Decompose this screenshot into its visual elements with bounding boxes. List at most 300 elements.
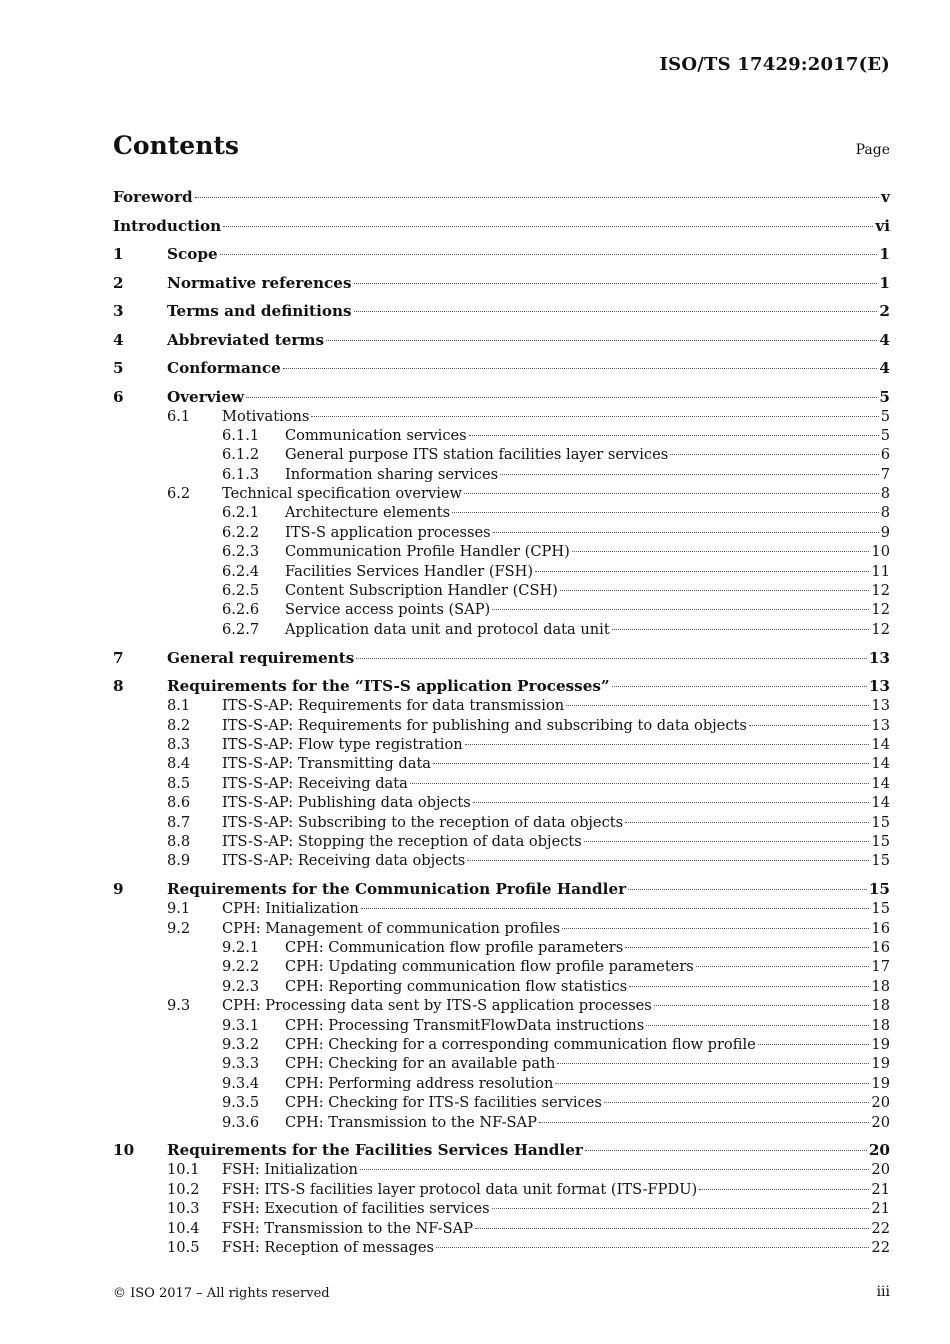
- toc-entry-number: 6.2: [167, 485, 191, 503]
- dot-leader: [612, 629, 870, 630]
- dot-leader: [535, 571, 869, 572]
- toc-entry-page[interactable]: v: [881, 188, 890, 206]
- toc-entry-number: 6.1: [167, 407, 191, 425]
- toc-entry-line: [167, 879, 890, 899]
- toc-entry-line: [222, 1180, 890, 1199]
- toc-entry-number: 9.2.1: [222, 938, 260, 956]
- toc-entry-line: [285, 523, 890, 542]
- toc-entry-number: 2: [113, 273, 124, 292]
- toc-entry-number: 6.2.6: [222, 601, 260, 619]
- toc-entry-number: 8.5: [167, 774, 191, 792]
- dot-leader: [410, 783, 870, 784]
- toc-entry-page[interactable]: 5: [880, 426, 890, 444]
- toc-entry[interactable]: [113, 793, 890, 812]
- dot-leader: [220, 254, 878, 255]
- toc-entry-line: [167, 273, 890, 293]
- toc-entry-title[interactable]: CPH: Performing address resolution: [285, 1074, 554, 1092]
- toc-entry-line: [285, 445, 890, 464]
- toc-entry-title[interactable]: Information sharing services: [285, 465, 499, 483]
- toc-entry-page[interactable]: 4: [879, 359, 890, 377]
- toc-entry-line: [222, 899, 890, 918]
- toc-entry-number: 6.1.1: [222, 426, 260, 444]
- toc-entry-title[interactable]: CPH: Transmission to the NF-SAP: [285, 1113, 537, 1131]
- toc-entry[interactable]: [113, 832, 890, 851]
- toc-entry[interactable]: [113, 620, 890, 639]
- toc-entry[interactable]: [113, 358, 890, 378]
- toc-entry[interactable]: [113, 1180, 890, 1199]
- toc-entry-title[interactable]: Service access points (SAP): [285, 601, 491, 619]
- toc-entry-title[interactable]: FSH: Initialization: [222, 1161, 358, 1179]
- toc-entry-line: [222, 919, 890, 938]
- toc-entry-line: [167, 330, 890, 350]
- toc-entry-line: [113, 187, 890, 207]
- toc-entry-title[interactable]: Normative references: [167, 273, 352, 292]
- toc-entry-number: 10.3: [167, 1200, 200, 1218]
- toc-entry-page[interactable]: 7: [880, 465, 890, 483]
- dot-leader: [469, 435, 879, 436]
- toc-entry-page[interactable]: 12: [871, 620, 890, 638]
- toc-entry-title[interactable]: CPH: Updating communication flow profile parameters: [285, 958, 694, 976]
- dot-leader: [646, 1025, 869, 1026]
- toc-entry-line: [285, 938, 890, 957]
- toc-entry[interactable]: [113, 977, 890, 996]
- toc-entry-page[interactable]: 20: [871, 1113, 890, 1131]
- toc-entry-title[interactable]: General purpose ITS station facilities layer services: [285, 446, 669, 464]
- toc-entry-line: [222, 1199, 890, 1218]
- footer-copyright: © ISO 2017 – All rights reserved: [113, 1286, 330, 1301]
- toc-entry-page[interactable]: 13: [871, 716, 890, 734]
- toc-entry-number: 9: [113, 880, 124, 899]
- toc-entry-line: [167, 387, 890, 407]
- dot-leader: [560, 590, 870, 591]
- toc-entry-number: 8.7: [167, 813, 191, 831]
- toc-entry-number: 8.3: [167, 735, 191, 753]
- toc-entry[interactable]: [113, 562, 890, 581]
- toc-entry-page[interactable]: 19: [871, 1074, 890, 1092]
- toc-entry-line: [222, 851, 890, 870]
- dot-leader: [473, 802, 870, 803]
- toc-entry-number: 9.3.1: [222, 1016, 260, 1034]
- dot-leader: [464, 493, 879, 494]
- toc-entry[interactable]: [113, 407, 890, 426]
- dot-leader: [539, 1122, 870, 1123]
- toc-entry-number: 9.3: [167, 997, 191, 1015]
- toc-entry[interactable]: [113, 899, 890, 918]
- toc-entry-page[interactable]: 14: [871, 755, 890, 773]
- toc-entry[interactable]: [113, 1016, 890, 1035]
- toc-entry-number: 9.1: [167, 900, 191, 918]
- toc-entry-page[interactable]: 4: [879, 330, 890, 349]
- dot-leader: [584, 841, 870, 842]
- toc-entry[interactable]: [113, 1113, 890, 1132]
- dot-leader: [436, 1247, 869, 1248]
- toc-entry-title[interactable]: Content Subscription Handler (CSH): [285, 582, 558, 600]
- dot-leader: [354, 283, 878, 284]
- toc-entry-line: [222, 774, 890, 793]
- toc-entry-title[interactable]: Architecture elements: [285, 504, 451, 522]
- toc-entry-page[interactable]: 19: [871, 1035, 890, 1053]
- toc-entry-title[interactable]: FSH: Reception of messages: [222, 1238, 434, 1256]
- toc-entry-page[interactable]: 15: [871, 832, 890, 850]
- dot-leader: [696, 966, 870, 967]
- toc-entry-page[interactable]: 2: [879, 302, 890, 320]
- dot-leader: [360, 1169, 870, 1170]
- toc-entry-page[interactable]: 8: [880, 485, 890, 503]
- toc-entry-page[interactable]: 22: [871, 1219, 890, 1237]
- toc-entry-page[interactable]: 20: [871, 1161, 890, 1179]
- toc-entry[interactable]: [113, 996, 890, 1015]
- toc-entry-line: [167, 244, 890, 264]
- toc-entry[interactable]: [113, 919, 890, 938]
- toc-entry-page[interactable]: 16: [871, 938, 890, 956]
- dot-leader: [572, 551, 870, 552]
- toc-entry-page[interactable]: 13: [868, 648, 890, 667]
- toc-entry-title[interactable]: Terms and definitions: [167, 302, 352, 320]
- toc-entry[interactable]: [113, 1199, 890, 1218]
- toc-entry-title[interactable]: CPH: Checking for a corresponding communication flow profile: [285, 1035, 756, 1053]
- toc-entry-number: 6.2.5: [222, 582, 260, 600]
- toc-entry-page[interactable]: 21: [871, 1200, 890, 1218]
- toc-entry-title[interactable]: CPH: Initialization: [222, 900, 359, 918]
- toc-entry-title[interactable]: General requirements: [167, 648, 355, 667]
- toc-entry-title[interactable]: Introduction: [113, 216, 222, 235]
- toc-entry-number: 9.2.2: [222, 958, 260, 976]
- toc-entry-page[interactable]: 14: [871, 774, 890, 792]
- toc-entry-number: 10.2: [167, 1180, 200, 1198]
- toc-entry-title[interactable]: CPH: Processing TransmitFlowData instructions: [285, 1016, 645, 1034]
- toc-entry-number: 10.1: [167, 1161, 200, 1179]
- toc-entry-page[interactable]: 17: [871, 958, 890, 976]
- toc-entry-title[interactable]: Scope: [167, 245, 218, 263]
- toc-entry-line: [285, 503, 890, 522]
- toc-entry-title[interactable]: Requirements for the Communication Profile Handler: [167, 880, 627, 899]
- toc-entry-title[interactable]: ITS-S-AP: Receiving data: [222, 774, 408, 792]
- toc-entry-number: 8.2: [167, 716, 191, 734]
- toc-entry-page[interactable]: 18: [871, 997, 890, 1015]
- toc-entry-title[interactable]: ITS-S-AP: Flow type registration: [222, 735, 463, 753]
- toc-entry-number: 6.2.1: [222, 504, 260, 522]
- toc-entry-title[interactable]: Communication Profile Handler (CPH): [285, 543, 570, 561]
- toc-entry-page[interactable]: 20: [868, 1141, 890, 1160]
- dot-leader: [566, 705, 869, 706]
- dot-leader: [555, 1083, 869, 1084]
- toc-entry-page[interactable]: 9: [880, 523, 890, 541]
- toc-entry-line: [285, 426, 890, 445]
- toc-entry-number: 8: [113, 677, 124, 696]
- toc-entry-title[interactable]: ITS-S application processes: [285, 523, 491, 541]
- dot-leader: [604, 1102, 870, 1103]
- toc-entry-title[interactable]: FSH: ITS-S facilities layer protocol data unit format (ITS-FPDU): [222, 1180, 698, 1198]
- toc-entry-line: [285, 977, 890, 996]
- toc-entry-line: [167, 676, 890, 696]
- dot-leader: [492, 1208, 870, 1209]
- toc-entry[interactable]: [113, 754, 890, 773]
- dot-leader: [326, 340, 877, 341]
- toc-entry-line: [222, 996, 890, 1015]
- footer-page-number: iii: [876, 1284, 890, 1300]
- toc-entry-page[interactable]: 15: [871, 852, 890, 870]
- toc-entry-number: 3: [113, 302, 124, 320]
- dot-leader: [625, 822, 869, 823]
- toc-entry-title[interactable]: FSH: Execution of facilities services: [222, 1200, 490, 1218]
- dot-leader: [758, 1044, 870, 1045]
- toc-entry-number: 9.3.2: [222, 1035, 260, 1053]
- dot-leader: [749, 725, 870, 726]
- dot-leader: [492, 609, 869, 610]
- toc-entry[interactable]: [113, 676, 890, 696]
- toc-entry-line: [222, 1238, 890, 1257]
- toc-entry-line: [285, 1054, 890, 1073]
- toc-entry-page[interactable]: 8: [880, 504, 890, 522]
- toc-entry[interactable]: [113, 465, 890, 484]
- toc-entry-number: 6.2.7: [222, 620, 260, 638]
- toc-entry-line: [222, 716, 890, 735]
- toc-entry-title[interactable]: CPH: Communication flow profile parameters: [285, 938, 624, 956]
- toc-entry[interactable]: [113, 273, 890, 293]
- dot-leader: [612, 686, 867, 687]
- toc-entry[interactable]: [113, 216, 890, 236]
- toc-entry[interactable]: [113, 879, 890, 899]
- dot-leader: [500, 474, 879, 475]
- toc-entry-line: [285, 562, 890, 581]
- toc-entry-line: [285, 957, 890, 976]
- toc-entry[interactable]: [113, 1219, 890, 1238]
- toc-entry[interactable]: [113, 938, 890, 957]
- toc-entry-line: [285, 600, 890, 619]
- toc-entry-page[interactable]: 18: [871, 1016, 890, 1034]
- dot-leader: [562, 928, 869, 929]
- toc-entry[interactable]: [113, 301, 890, 321]
- page-column-label: Page: [855, 142, 890, 158]
- toc-entry-page[interactable]: 5: [880, 407, 890, 425]
- toc-entry[interactable]: [113, 716, 890, 735]
- toc-entry-number: 8.6: [167, 794, 191, 812]
- toc-entry-page[interactable]: 13: [868, 677, 890, 696]
- toc-entry-title[interactable]: ITS-S-AP: Transmitting data: [222, 755, 432, 773]
- toc-entry-title[interactable]: ITS-S-AP: Publishing data objects: [222, 794, 471, 812]
- toc-entry-line: [222, 1160, 890, 1179]
- toc-entry-page[interactable]: 20: [871, 1094, 890, 1112]
- toc-entry-number: 9.3.5: [222, 1094, 260, 1112]
- toc-entry-line: [222, 813, 890, 832]
- toc-entry-page[interactable]: 21: [871, 1180, 890, 1198]
- toc-entry-page[interactable]: 22: [871, 1238, 890, 1256]
- toc-entry-title[interactable]: Requirements for the Facilities Services Handler: [167, 1141, 583, 1160]
- toc-entry-line: [222, 735, 890, 754]
- toc-entry-line: [167, 648, 890, 668]
- toc-entry-line: [285, 1093, 890, 1112]
- toc-entry[interactable]: [113, 330, 890, 350]
- toc-entry-title[interactable]: ITS-S-AP: Stopping the reception of data objects: [222, 832, 582, 850]
- dot-leader: [467, 860, 869, 861]
- toc-entry-line: [222, 793, 890, 812]
- toc-entry[interactable]: [113, 1054, 890, 1073]
- toc-entry-page[interactable]: 11: [871, 562, 890, 580]
- dot-leader: [629, 986, 869, 987]
- toc-entry-title[interactable]: ITS-S-AP: Receiving data objects: [222, 852, 466, 870]
- toc-entry-number: 8.8: [167, 832, 191, 850]
- toc-entry-line: [285, 1074, 890, 1093]
- toc-entry-number: 10.4: [167, 1219, 200, 1237]
- dot-leader: [585, 1150, 867, 1151]
- toc-entry-page[interactable]: 10: [871, 543, 890, 561]
- toc-entry-page[interactable]: 1: [879, 273, 890, 292]
- dot-leader: [246, 397, 877, 398]
- toc-entry[interactable]: [113, 484, 890, 503]
- toc-entry-number: 8.9: [167, 852, 191, 870]
- toc-entry-title[interactable]: CPH: Checking for ITS-S facilities services: [285, 1094, 602, 1112]
- toc-entry-title[interactable]: ITS-S-AP: Requirements for publishing and subscribing to data objects: [222, 716, 747, 734]
- toc-entry-number: 4: [113, 330, 124, 349]
- toc-entry[interactable]: [113, 503, 890, 522]
- dot-leader: [452, 512, 879, 513]
- toc-entry[interactable]: [113, 851, 890, 870]
- toc-entry[interactable]: [113, 1140, 890, 1160]
- dot-leader: [465, 744, 870, 745]
- toc-entry-line: [167, 301, 890, 321]
- toc-entry-number: 6.2.4: [222, 562, 260, 580]
- toc-entry-line: [285, 542, 890, 561]
- toc-entry-line: [222, 832, 890, 851]
- toc-entry-line: [285, 465, 890, 484]
- toc-entry[interactable]: [113, 648, 890, 668]
- toc-entry-title[interactable]: Abbreviated terms: [167, 330, 325, 349]
- toc-entry-line: [285, 1016, 890, 1035]
- toc-entry-number: 7: [113, 648, 124, 667]
- toc-entry-number: 10: [113, 1141, 135, 1160]
- toc-entry-title[interactable]: Technical specification overview: [222, 485, 463, 503]
- dot-leader: [699, 1189, 869, 1190]
- toc-entry-title[interactable]: CPH: Processing data sent by ITS-S application processes: [222, 997, 652, 1015]
- toc-entry-number: 9.3.4: [222, 1074, 260, 1092]
- toc-entry-number: 1: [113, 245, 124, 263]
- toc-entry-page[interactable]: 14: [871, 735, 890, 753]
- dot-leader: [223, 226, 873, 227]
- toc-entry-title[interactable]: Overview: [167, 387, 245, 406]
- toc-entry-page[interactable]: vi: [875, 216, 890, 235]
- toc-entry-title[interactable]: Requirements for the “ITS-S application Processes”: [167, 677, 610, 696]
- toc-entry-page[interactable]: 14: [871, 794, 890, 812]
- toc-entry-title[interactable]: Application data unit and protocol data unit: [285, 620, 610, 638]
- toc-entry-page[interactable]: 15: [871, 813, 890, 831]
- toc-entry-number: 9.3.6: [222, 1113, 260, 1131]
- dot-leader: [283, 368, 878, 369]
- toc-entry-title[interactable]: Motivations: [222, 407, 310, 425]
- toc-entry[interactable]: [113, 957, 890, 976]
- toc-entry[interactable]: [113, 426, 890, 445]
- toc-entry-page[interactable]: 16: [871, 919, 890, 937]
- dot-leader: [654, 1005, 870, 1006]
- toc-entry[interactable]: [113, 813, 890, 832]
- toc-entry-title[interactable]: CPH: Checking for an available path: [285, 1055, 556, 1073]
- toc-entry-title[interactable]: ITS-S-AP: Subscribing to the reception of data objects: [222, 813, 624, 831]
- toc-entry-page[interactable]: 18: [871, 977, 890, 995]
- toc-entry[interactable]: [113, 1074, 890, 1093]
- dot-leader: [625, 947, 869, 948]
- toc-entry-title[interactable]: ITS-S-AP: Requirements for data transmission: [222, 697, 565, 715]
- toc-entry-title[interactable]: FSH: Transmission to the NF-SAP: [222, 1219, 474, 1237]
- dot-leader: [361, 908, 870, 909]
- toc-entry[interactable]: [113, 1093, 890, 1112]
- toc-entry-line: [222, 1219, 890, 1238]
- toc-entry-number: 6.1.3: [222, 465, 260, 483]
- toc-entry-page[interactable]: 12: [871, 601, 890, 619]
- toc-entry-page[interactable]: 15: [868, 880, 890, 899]
- toc-entry-page[interactable]: 19: [871, 1055, 890, 1073]
- toc-entry-number: 6.2.3: [222, 543, 260, 561]
- toc-entry-line: [285, 1035, 890, 1054]
- toc-entry-page[interactable]: 6: [880, 446, 890, 464]
- toc-entry-number: 6.1.2: [222, 446, 260, 464]
- toc-entry-title[interactable]: Facilities Services Handler (FSH): [285, 562, 534, 580]
- toc-entry-page[interactable]: 13: [871, 697, 890, 715]
- toc-entry[interactable]: [113, 445, 890, 464]
- toc-entry-line: [222, 407, 890, 426]
- toc-entry-line: [222, 754, 890, 773]
- dot-leader: [670, 454, 878, 455]
- toc-entry-line: [222, 484, 890, 503]
- dot-leader: [354, 311, 878, 312]
- toc-entry-page[interactable]: 12: [871, 582, 890, 600]
- toc-entry-number: 10.5: [167, 1238, 200, 1256]
- toc-entry[interactable]: [113, 244, 890, 264]
- document-id: ISO/TS 17429:2017(E): [659, 54, 890, 75]
- toc-entry[interactable]: [113, 735, 890, 754]
- toc-entry[interactable]: [113, 696, 890, 715]
- toc-entry[interactable]: [113, 523, 890, 542]
- toc-entry[interactable]: [113, 1238, 890, 1257]
- toc-entry[interactable]: [113, 600, 890, 619]
- toc-entry-page[interactable]: 15: [871, 900, 890, 918]
- toc-entry[interactable]: [113, 387, 890, 407]
- toc-entry-line: [222, 696, 890, 715]
- toc-entry-page[interactable]: 5: [879, 387, 890, 406]
- toc-entry-line: [285, 620, 890, 639]
- toc-entry-number: 8.4: [167, 755, 191, 773]
- toc-entry-line: [285, 1113, 890, 1132]
- contents-title: Contents: [113, 131, 240, 160]
- toc-entry-page[interactable]: 1: [879, 245, 890, 263]
- toc-entry-number: 6.2.2: [222, 523, 260, 541]
- toc-entry[interactable]: [113, 1160, 890, 1179]
- toc-entry-number: 9.3.3: [222, 1055, 260, 1073]
- toc-entry-line: [285, 581, 890, 600]
- toc-entry-title[interactable]: CPH: Management of communication profiles: [222, 919, 561, 937]
- toc-entry-title[interactable]: Foreword: [113, 188, 193, 206]
- table-of-contents: [113, 187, 890, 1257]
- toc-entry[interactable]: [113, 774, 890, 793]
- dot-leader: [557, 1063, 869, 1064]
- dot-leader: [311, 416, 878, 417]
- toc-entry-line: [167, 358, 890, 378]
- toc-entry-title[interactable]: Conformance: [167, 359, 281, 377]
- toc-entry-line: [113, 216, 890, 236]
- dot-leader: [628, 889, 867, 890]
- toc-entry[interactable]: [113, 542, 890, 561]
- toc-entry-line: [167, 1140, 890, 1160]
- toc-entry-title[interactable]: CPH: Reporting communication flow statistics: [285, 977, 628, 995]
- toc-entry[interactable]: [113, 187, 890, 207]
- toc-entry-number: 8.1: [167, 697, 191, 715]
- dot-leader: [475, 1228, 869, 1229]
- toc-entry[interactable]: [113, 581, 890, 600]
- dot-leader: [433, 763, 869, 764]
- dot-leader: [356, 658, 867, 659]
- dot-leader: [195, 197, 880, 198]
- dot-leader: [493, 532, 879, 533]
- toc-entry[interactable]: [113, 1035, 890, 1054]
- toc-entry-title[interactable]: Communication services: [285, 426, 467, 444]
